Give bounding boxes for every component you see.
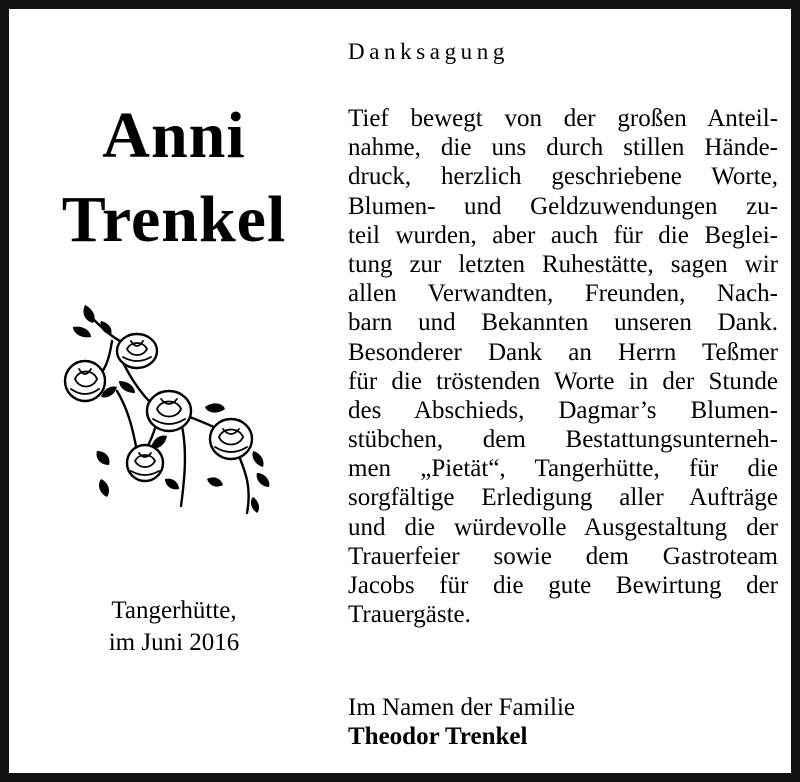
text-line: Trauergäste. <box>348 601 471 629</box>
thank-you-text <box>348 104 778 629</box>
text-line: druck, herzlich geschriebene Worte, <box>348 163 778 191</box>
text-line: Blumen- und Geldzuwendungen zu- <box>348 192 778 220</box>
roses-illustration <box>57 301 287 523</box>
date-text: im Juni 2016 <box>108 629 240 656</box>
text-line: Jacobs für die gute Bewirtung der <box>348 572 778 599</box>
text-line: allen Verwandten, Freunden, Nach- <box>348 280 778 308</box>
heading-danksagung: Danksagung <box>348 39 509 64</box>
text-line: des Abschieds, Dagmar’s Blumen- <box>348 396 778 424</box>
signature-name: Theodor Trenkel <box>348 723 528 750</box>
text-line: tung zur letzten Ruhestätte, sagen wir <box>348 250 778 278</box>
text-line: sorgfältige Erledigung aller Aufträge <box>348 484 778 512</box>
deceased-last-name: Trenkel <box>61 183 287 256</box>
text-line: für die tröstenden Worte in der Stunde <box>348 367 778 395</box>
text-line: stübchen, dem Bestattungsunterneh- <box>348 426 778 454</box>
text-line: teil wurden, aber auch für die Beglei- <box>348 221 778 249</box>
text-line: Tief bewegt von der großen Anteil- <box>348 105 778 132</box>
text-line: barn und Bekannten unseren Dank. <box>348 309 778 337</box>
text-line: nahme, die uns durch stillen Hände- <box>348 134 778 162</box>
text-line: und die würdevolle Ausgestaltung der <box>348 513 778 541</box>
text-line: Trauerfeier sowie dem Gastroteam <box>348 542 778 570</box>
signature-intro: Im Namen der Familie <box>348 694 576 721</box>
text-line: men „Pietät“, Tangerhütte, für die <box>348 455 778 483</box>
deceased-first-name: Anni <box>102 99 246 172</box>
text-line: Besonderer Dank an Herrn Teßmer <box>348 338 778 366</box>
place-text: Tangerhütte, <box>111 597 237 624</box>
